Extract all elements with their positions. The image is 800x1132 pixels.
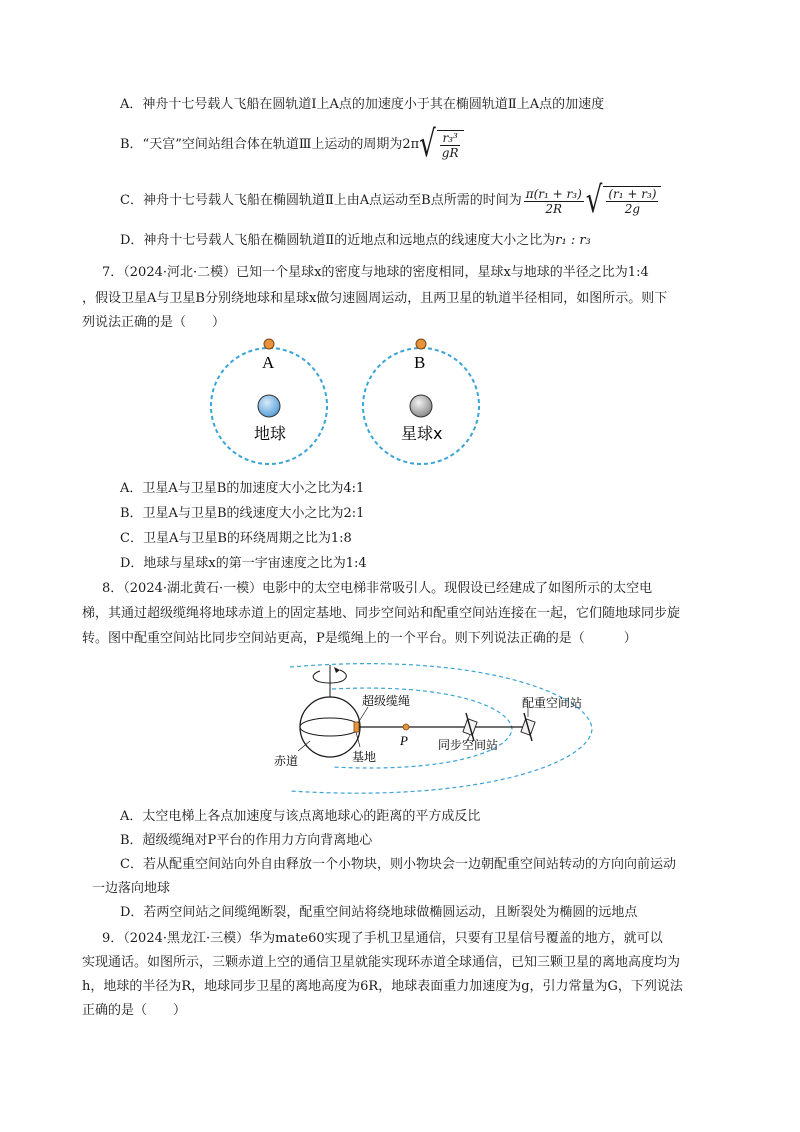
label-base: 基地	[352, 750, 377, 764]
q6-option-a: A．神舟十七号载人飞船在圆轨道Ⅰ上A点的加速度小于其在椭圆轨道Ⅱ上A点的加速度	[120, 97, 605, 112]
platform-p	[403, 724, 409, 730]
q7-a-ratio: 4:1	[343, 481, 365, 496]
q7-line1-text: 7．（2024·河北·二模）已知一个星球x的密度与地球的密度相同，星球x与地球的半径之比为	[102, 265, 628, 280]
q8-option-c-line2: 一边落向地球	[92, 881, 171, 896]
label-planet-x: 星球x	[401, 424, 443, 443]
earth-circle	[300, 697, 360, 757]
q6-b-den: gR	[441, 146, 459, 160]
label-p: P	[400, 733, 408, 748]
label-b: B	[414, 353, 426, 372]
q6-c-sqrt-den: 2g	[624, 202, 641, 216]
q6-option-b	[120, 124, 466, 166]
q7-line2: ，假设卫星A与卫星B分别绕地球和星球x做匀速圆周运动，且两卫星的轨道半径相同，如图所示。则下	[82, 291, 668, 306]
q8-option-b: B．超级缆绳对P平台的作用力方向背离地心	[120, 833, 373, 848]
q9-line2: 实现通话。如图所示，三颗赤道上空的通信卫星就能实现环赤道全球通信，已知三颗卫星的离地高度均为	[82, 955, 681, 970]
q6-option-c	[120, 180, 663, 222]
q7-option-c	[120, 530, 352, 548]
q7-figure	[200, 336, 500, 466]
base	[354, 722, 359, 732]
q8-line3: 转。图中配重空间站比同步空间站更高，P是缆绳上的一个平台。则下列说法正确的是（ ）	[82, 631, 637, 646]
q7-line1	[102, 264, 649, 282]
q6-c-num: π(r₁ + r₃)	[525, 186, 582, 201]
q8-option-a: A．太空电梯上各点加速度与该点离地球心的距离的平方成反比	[120, 809, 481, 824]
q8-line2: 梯，其通过超级缆绳将地球赤道上的固定基地、同步空间站和配重空间站连接在一起，它们随地球同步旋	[82, 606, 681, 621]
q6-option-b-text: B．“天宫”空间站组合体在轨道Ⅲ上运动的周期为	[120, 137, 403, 152]
q8-option-c-line1: C．若从配重空间站向外自由释放一个小物块，则小物块会一边朝配重空间站转动的方向向前运动	[120, 857, 676, 872]
q6-c-sqrt-num: (r₁ + r₃)	[608, 187, 657, 201]
q6-option-b-prefix: 2π	[402, 137, 420, 152]
label-earth: 地球	[254, 424, 287, 443]
arrowhead-icon	[334, 667, 340, 673]
q8-line1: 8．（2024·湖北黄石·一模）电影中的太空电梯非常吸引人。现假设已经建成了如图所示的太空电	[102, 581, 653, 596]
q8-figure	[270, 655, 600, 795]
sync-station-icon	[463, 713, 477, 741]
label-counterweight: 配重空间站	[522, 696, 583, 710]
q7-option-a	[120, 480, 364, 498]
q6-option-b-formula: √ $\frac{\text{r₃³}}{gR}$	[419, 130, 465, 160]
label-sync: 同步空间站	[438, 738, 499, 752]
label-equator: 赤道	[274, 754, 299, 768]
q6-option-d-ratio: r₁ : r₃	[555, 233, 591, 248]
satellite-a	[264, 339, 274, 349]
q9-line3: h，地球的半径为R，地球同步卫星的离地高度为6R，地球表面重力加速度为g，引力常量为G，下列说法	[82, 979, 683, 994]
label-a: A	[262, 353, 275, 372]
earth	[258, 395, 280, 417]
q7-line1-ratio: 1:4	[627, 265, 649, 280]
q7-a-text: A．卫星A与卫星B的加速度大小之比为	[120, 481, 344, 496]
q6-option-c-text: C．神舟十七号载人飞船在椭圆轨道Ⅱ上由A点运动至B点所需的时间为	[120, 193, 522, 208]
q7-c-ratio: 1:8	[330, 531, 352, 546]
label-cable: 超级缆绳	[362, 694, 411, 708]
q7-d-text: D．地球与星球x的第一宇宙速度之比为	[120, 556, 346, 571]
q6-option-d-text: D．神舟十七号载人飞船在椭圆轨道Ⅱ的近地点和远地点的线速度大小之比为	[120, 233, 556, 248]
q6-c-den: 2R	[545, 201, 563, 216]
satellite-b	[416, 339, 426, 349]
q7-c-text: C．卫星A与卫星B的环绕周期之比为	[120, 531, 331, 546]
q7-line3: 列说法正确的是（ ）	[82, 315, 226, 330]
q7-d-ratio: 1:4	[345, 556, 367, 571]
q6-option-c-sqrt: √ $\frac{\text{(r₁ + r₃)}}{2g}$	[586, 186, 664, 216]
q7-option-d	[120, 555, 367, 573]
q6-b-num: r₃³	[442, 131, 458, 145]
q7-option-b	[120, 505, 364, 523]
q9-line1: 9．（2024·黑龙江·三模）华为mate60实现了手机卫星通信，只要有卫星信号覆盖的地方，就可以	[102, 931, 663, 946]
q7-b-ratio: 2:1	[343, 506, 365, 521]
q9-line4: 正确的是（ ）	[82, 1003, 187, 1018]
q7-b-text: B．卫星A与卫星B的线速度大小之比为	[120, 506, 344, 521]
q6-option-c-frac	[524, 187, 584, 216]
q8-option-d: D．若两空间站之间缆绳断裂，配重空间站将绕地球做椭圆运动，且断裂处为椭圆的远地点	[120, 905, 638, 920]
counterweight-station-icon	[521, 713, 535, 741]
planet-x	[410, 395, 432, 417]
q6-option-d	[120, 232, 591, 250]
